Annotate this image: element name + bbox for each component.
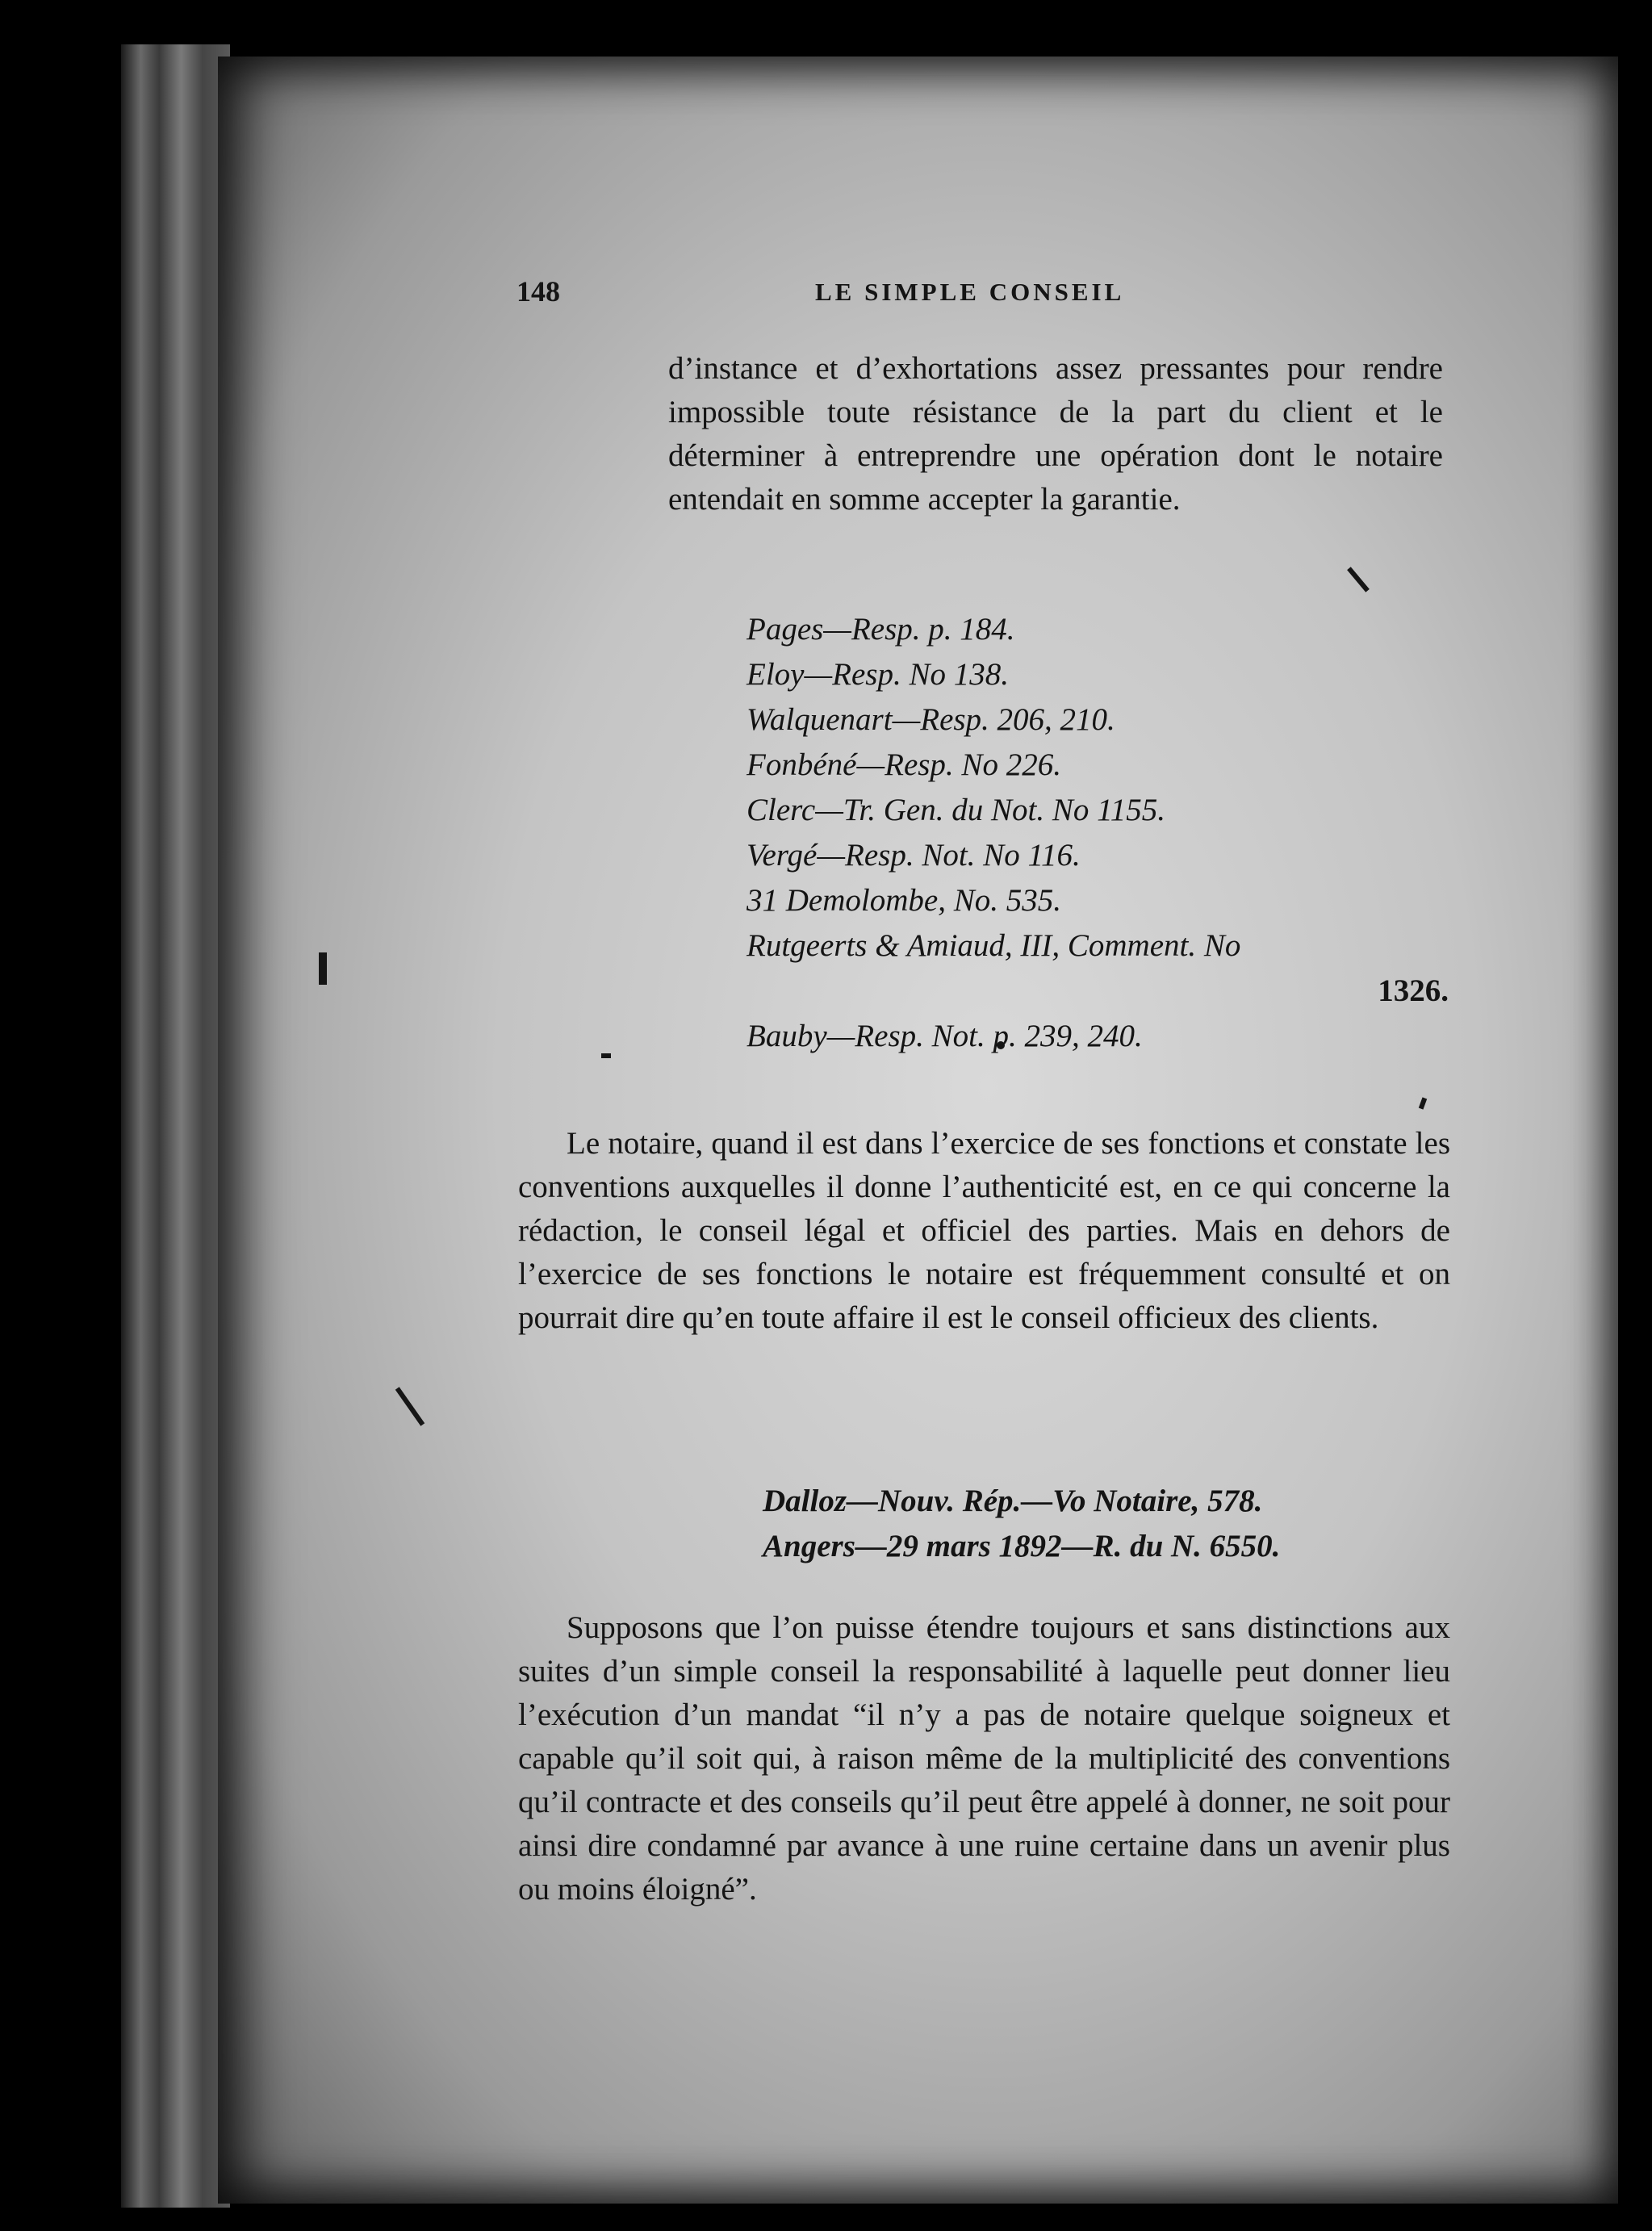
reference-list-2 xyxy=(763,1479,1449,1569)
reference-item: Bauby—Resp. Not. p. 239, 240. xyxy=(747,1019,1143,1053)
reference-item: Walquenart—Resp. 206, 210. xyxy=(747,702,1115,737)
running-title: LE SIMPLE CONSEIL xyxy=(815,278,1125,306)
reference-item-line: Rutgeerts & Amiaud, III, Comment. No xyxy=(747,928,1241,963)
book-page-edges xyxy=(121,44,230,2208)
scan-speck xyxy=(319,952,327,985)
page-number: 148 xyxy=(517,275,560,308)
paragraph-supposons: Supposons que l’on puisse étendre toujours et sans distinctions aux suites d’un simple conseil la responsabilité à laquelle peut donner lieu l’exécution d’un mandat “il n’y a pas de notaire quelque soigneux et capable qu’il soit qui, à raison même de la multiplicité des conventions qu’il contracte et des conseils qu’il peut être appelé à donner, ne soit pour ainsi dire condamné par avance à une ruine certaine dans un avenir plus ou moins éloigné”. xyxy=(518,1610,1450,1907)
reference-item: Dalloz—Nouv. Rép.—Vo Notaire, 578. xyxy=(763,1484,1263,1518)
reference-item: Fonbéné—Resp. No 226. xyxy=(747,747,1061,782)
paragraph-continuation: d’instance et d’exhortations assez pressantes pour rendre impossible toute résistance de la part du client et le déterminer à entreprendre une opération dont le notaire entendait en somme accepter la garantie. xyxy=(668,351,1443,517)
reference-item: Angers—29 mars 1892—R. du N. 6550. xyxy=(763,1529,1281,1563)
reference-item: Pages—Resp. p. 184. xyxy=(747,612,1015,647)
reference-list-1 xyxy=(747,607,1457,1059)
reference-item: Eloy—Resp. No 138. xyxy=(747,657,1009,692)
reference-item: Vergé—Resp. Not. No 116. xyxy=(747,838,1081,873)
page-header xyxy=(517,274,1420,323)
reference-item: Clerc—Tr. Gen. du Not. No 1155. xyxy=(747,793,1165,827)
scan-speck xyxy=(601,1053,611,1058)
reference-item: 31 Demolombe, No. 535. xyxy=(747,883,1061,918)
reference-item-multiline xyxy=(747,923,1457,1014)
reference-item-continuation: 1326. xyxy=(1378,973,1449,1008)
paragraph-notaire: Le notaire, quand il est dans l’exercice de ses fonctions et constate les conventions auxquelles il donne l’authenticité est, en ce qui concerne la rédaction, le conseil légal et officiel des parties. Mais en dehors de l’exercice de ses fonctions le notaire est fréquemment consulté et on pourrait dire qu’en toute affaire il est le conseil officieux des clients. xyxy=(518,1126,1450,1335)
